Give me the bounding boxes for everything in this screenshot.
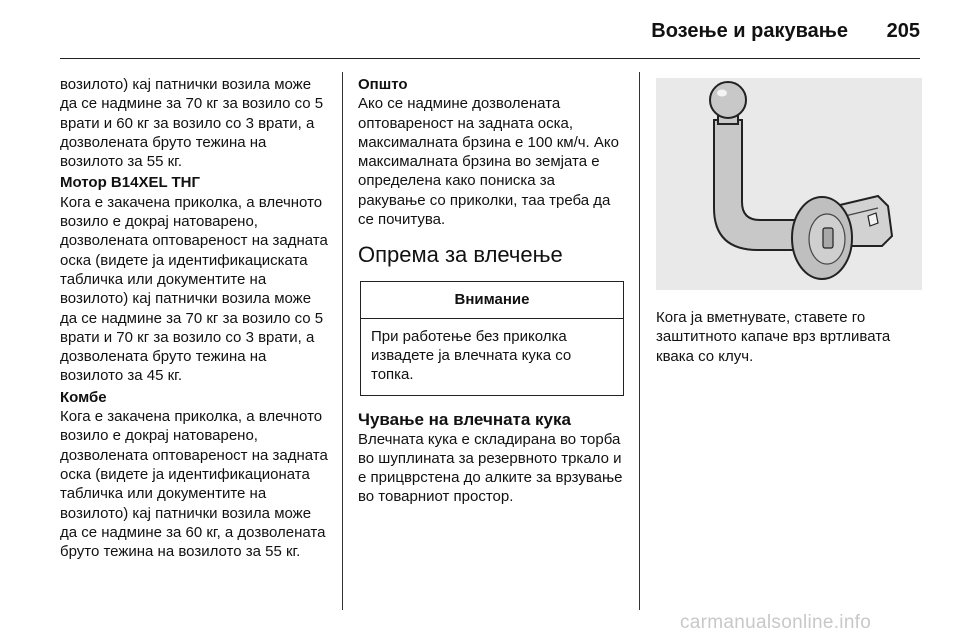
general-paragraph: Ако се надмине дозволената оптовареност на задната оска, максималната брзина е 100 км/ч. Ако максималната брзина во земјата е определена како пониска за ракување со приколки, таа треба да се почитува. xyxy=(358,95,619,229)
warning-title: Внимание xyxy=(361,282,623,318)
column-divider xyxy=(639,72,640,610)
column-right xyxy=(656,78,922,368)
page-header xyxy=(60,0,920,59)
figure-caption: Кога ја вметнувате, ставете го заштитното капаче врз вртливата квака со клуч. xyxy=(656,309,891,365)
combi-subheading: Комбе xyxy=(60,388,107,406)
towbar-hook-icon xyxy=(656,78,922,290)
storage-paragraph: Влечната кука е складирана во торба во шуплината за резервното тркало и е прицврстена до алките за врзување во товарниот простор. xyxy=(358,430,623,506)
general-subheading: Општо xyxy=(358,76,408,93)
column-divider xyxy=(342,72,343,610)
watermark: carmanualsonline.info xyxy=(680,612,872,633)
storage-heading: Чување на влечната кука xyxy=(358,409,571,429)
page-title: Возење и ракување xyxy=(651,20,848,42)
engine-paragraph: Кога е закачена приколка, а влечното возило е докрај натоварено, дозволената оптовареност на задната оска (видете ја идентификациската табличка или документите на возилото) кај патнички возила може да се надмине за 70 кг за возило со 5 врати и 70 кг за возило со 3 врати, а дозволената бруто тежина на возилото за 45 кг. xyxy=(60,193,328,385)
intro-paragraph: возилото) кај патнички возила може да се надмине за 70 кг за возило со 5 врати и 60 кг за возило со 3 врати, а дозволената бруто тежина на возилото за 55 кг. xyxy=(60,76,324,171)
warning-text: При работење без приколка извадете ја влечната кука со топка. xyxy=(371,327,572,384)
warning-box xyxy=(360,281,624,395)
towbar-illustration xyxy=(656,78,922,290)
column-middle xyxy=(358,75,626,509)
column-left xyxy=(60,75,328,563)
combi-paragraph: Кога е закачена приколка, а влечното возило е докрај натоварено, дозволената оптовареност на задната оска (видете ја идентификационата табличка или документите на возилото) кај патнички возила може да се надмине за 60 кг, а дозволената бруто тежина на возилото за 55 кг. xyxy=(60,408,328,561)
section-heading: Опрема за влечење xyxy=(358,242,563,268)
page-number: 205 xyxy=(886,20,920,42)
engine-subheading: Мотор B14XEL ТНГ xyxy=(60,174,201,192)
